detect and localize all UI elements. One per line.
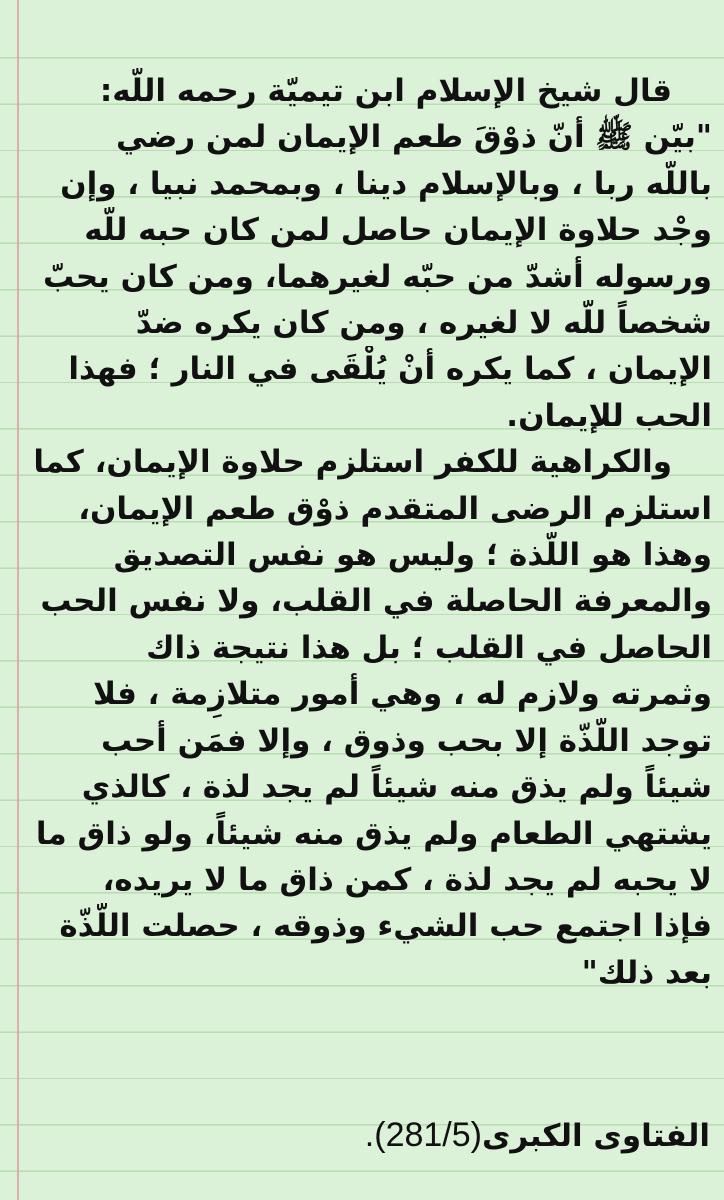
text-line: والكراهية للكفر استلزم حلاوة الإيمان، كما [33, 444, 672, 481]
text-line: فإذا اجتمع حب الشيء وذوقه ، حصلت اللّذّة [59, 908, 712, 945]
text-line: وجْد حلاوة الإيمان حاصل لمن كان حبه للّه [84, 212, 712, 249]
source-book-title: الفتاوى الكبرى [482, 1118, 710, 1154]
source-citation [365, 1116, 710, 1155]
text-line: وهذا هو اللّذة ؛ وليس هو نفس التصديق [113, 537, 712, 574]
text-line: قال شيخ الإسلام ابن تيميّة رحمه اللّه: [99, 73, 672, 109]
text-line: توجد اللّذّة إلا بحب وذوق ، وإلا فمَن أحب [101, 722, 712, 759]
text-line: باللّه ربا ، وبالإسلام دينا ، وبمحمد نبيا ، وإن [60, 165, 712, 202]
text-line: يشتهي الطعام ولم يذق منه شيئاً، ولو ذاق ما [35, 815, 712, 852]
text-line: شيئاً ولم يذق منه شيئاً لم يجد لذة ، كالذي [81, 769, 712, 806]
source-reference: (281/5). [364, 1116, 482, 1154]
text-line: الإيمان ، كما يكره أنْ يُلْقَى في النار ؛ فهذا [68, 351, 712, 388]
text-line: استلزم الرضى المتقدم ذوْق طعم الإيمان، [78, 490, 712, 527]
quote-text [22, 68, 712, 996]
text-line: الحب للإيمان. [506, 397, 712, 434]
text-line: ورسوله أشدّ من حبّه لغيرهما، ومن كان يحبّ [43, 258, 712, 295]
page-margin-line [17, 0, 19, 1200]
text-line: الحاصل في القلب ؛ بل هذا نتيجة ذاك [146, 629, 712, 666]
text-line: لا يحبه لم يجد لذة ، كمن ذاق ما لا يريده، [102, 861, 712, 898]
text-line: بعد ذلك" [581, 954, 712, 991]
text-line: "بيّن ﷺ أنّ ذوْقَ طعم الإيمان لمن رضي [115, 119, 712, 156]
text-line: وثمرته ولازم له ، وهي أمور متلازِمة ، فلا [93, 676, 712, 713]
text-line: والمعرفة الحاصلة في القلب، ولا نفس الحب [40, 583, 712, 620]
text-line: شخصاً للّه لا لغيره ، ومن كان يكره ضدّ [135, 305, 712, 342]
